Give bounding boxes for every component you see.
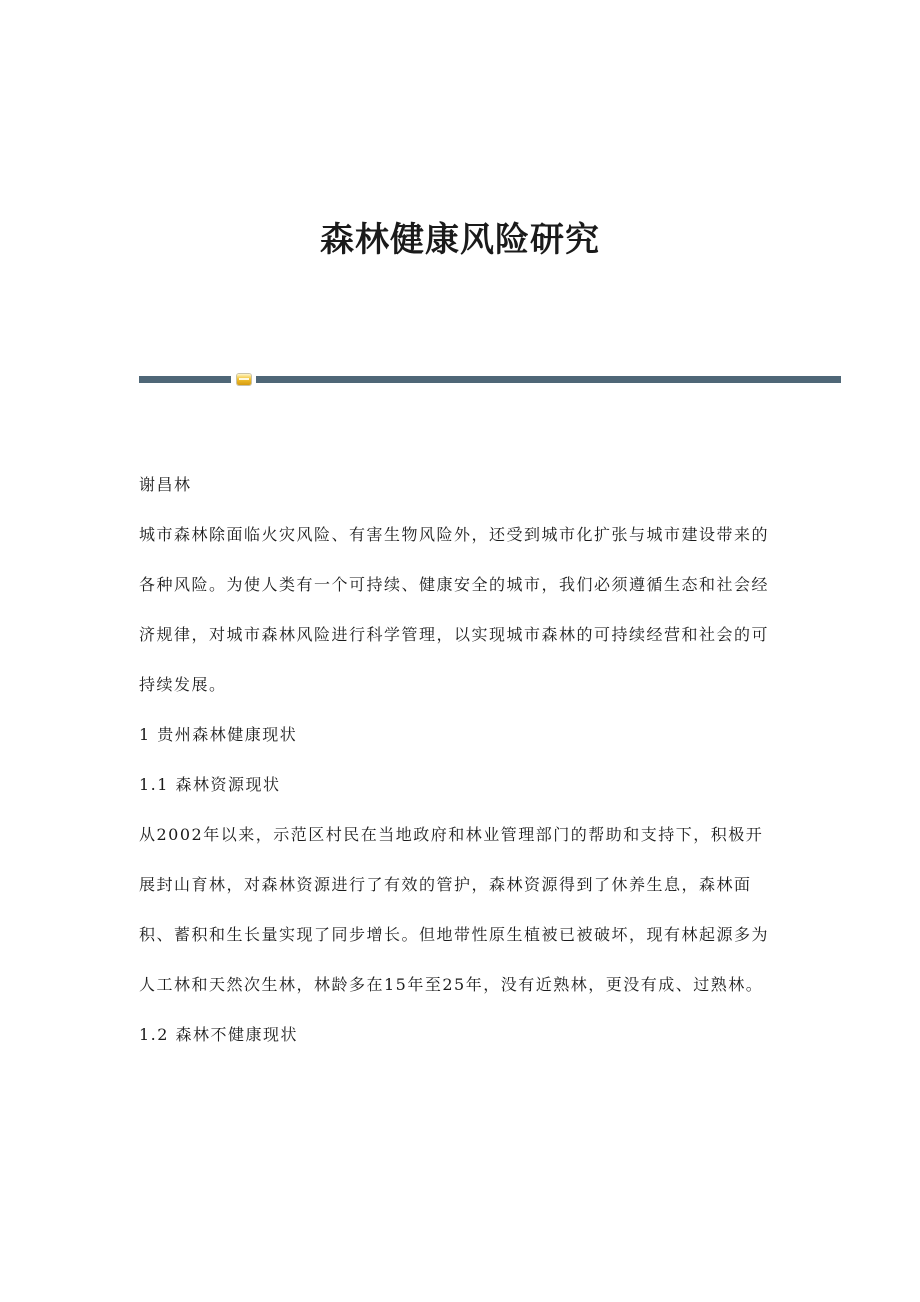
divider-ornament-icon bbox=[237, 374, 251, 385]
section-heading-1-2: 1.2 森林不健康现状 bbox=[139, 1025, 299, 1044]
abstract-paragraph: 城市森林除面临火灾风险、有害生物风险外，还受到城市化扩张与城市建设带来的各种风险。为使人类有一个可持续、健康安全的城市，我们必须遵循生态和社会经济规律，对城市森林风险进行科学管理，以实现城市森林的可持续经营和社会的可持续发展。 bbox=[139, 525, 770, 694]
section-heading-1: 1 贵州森林健康现状 bbox=[139, 725, 298, 744]
document-body bbox=[139, 460, 779, 1060]
page-title: 森林健康风险研究 bbox=[320, 220, 600, 260]
section-heading-1-1: 1.1 森林资源现状 bbox=[139, 775, 281, 794]
divider-bar-left bbox=[139, 376, 231, 383]
section-body-1-1: 从2002年以来，示范区村民在当地政府和林业管理部门的帮助和支持下，积极开展封山育林，对森林资源进行了有效的管护，森林资源得到了休养生息，森林面积、蓄积和生长量实现了同步增长。但地带性原生植被已被破坏，现有林起源多为人工林和天然次生林，林龄多在15年至25年，没有近熟林，更没有成、过熟林。 bbox=[139, 825, 770, 994]
title-divider bbox=[139, 374, 841, 386]
author-name: 谢昌林 bbox=[139, 475, 192, 494]
divider-bar-right bbox=[256, 376, 841, 383]
